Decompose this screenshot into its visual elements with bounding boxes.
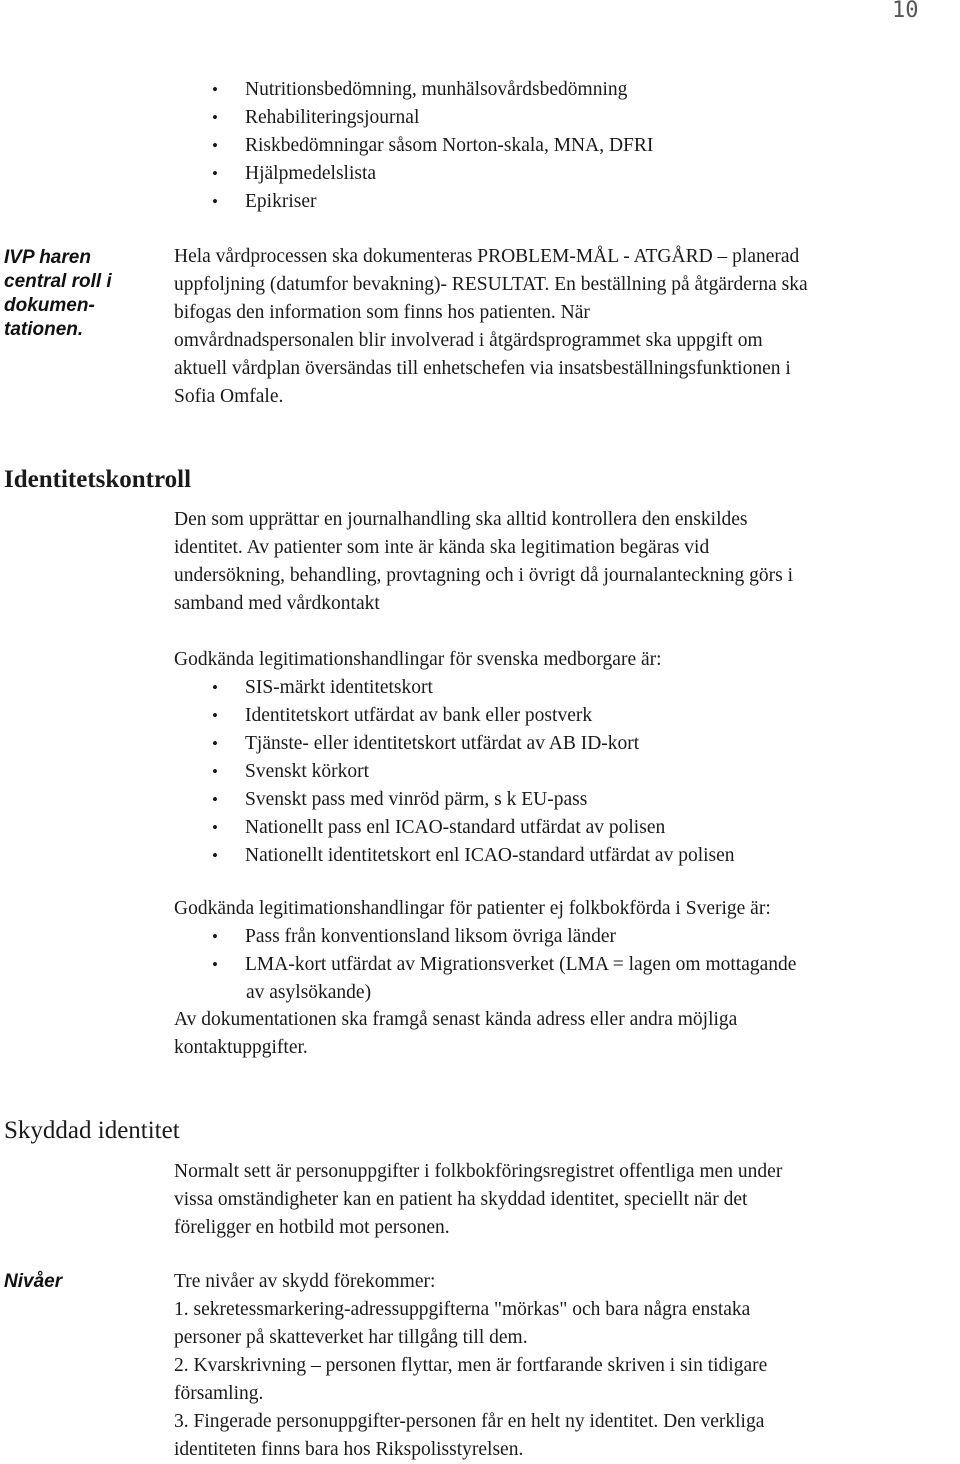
list-item: • Nationellt pass enl ICAO-standard utfärdat av polisen — [212, 814, 735, 842]
list-item: • Riskbedömningar såsom Norton-skala, MNA, DFRI — [212, 132, 653, 160]
paragraph-line: vissa omständigheter kan en patient ha skyddad identitet, speciellt när det — [174, 1189, 748, 1210]
paragraph-line: 2. Kvarskrivning – personen flyttar, men är fortfarande skriven i sin tidigare — [174, 1355, 768, 1376]
paragraph-line: föreligger en hotbild mot personen. — [174, 1217, 450, 1238]
identity-intro — [174, 506, 793, 618]
paragraph-line: identitet. Av patienter som inte är kända ska legitimation begäras vid — [174, 537, 710, 558]
section-heading-skyddad-identitet: Skyddad identitet — [4, 1117, 180, 1144]
margin-note-line: tationen. — [4, 319, 84, 340]
margin-note-ivp — [4, 246, 112, 342]
paragraph-line: bifogas den information som finns hos patienten. När — [174, 302, 590, 323]
list-item: • SIS-märkt identitetskort — [212, 674, 735, 702]
identity-closing — [174, 1006, 737, 1062]
list-item: • Svenskt pass med vinröd pärm, s k EU-pass — [212, 786, 735, 814]
paragraph-line: Hela vårdprocessen ska dokumenteras PROBLEM-MÅL - ATGÅRD – planerad — [174, 246, 800, 267]
margin-note-nivaer: Nivåer — [4, 1271, 63, 1292]
section-heading-identitetskontroll: Identitetskontroll — [4, 466, 192, 493]
paragraph-line: identiteten finns bara hos Rikspolisstyrelsen. — [174, 1439, 524, 1460]
paragraph-line: personer på skatteverket har tillgång till dem. — [174, 1327, 528, 1348]
list-item: • Hjälpmedelslista — [212, 160, 653, 188]
paragraph-line: Sofia Omfale. — [174, 386, 284, 407]
paragraph-line: Normalt sett är personuppgifter i folkbokföringsregistret offentliga men under — [174, 1161, 783, 1182]
list-item: • LMA-kort utfärdat av Migrationsverket (LMA = lagen om mottagande — [212, 951, 796, 979]
paragraph-line: Den som upprättar en journalhandling ska alltid kontrollera den enskildes — [174, 509, 748, 530]
paragraph-line: 1. sekretessmarkering-adressuppgifterna "mörkas" och bara några enstaka — [174, 1299, 751, 1320]
paragraph-line: Av dokumentationen ska framgå senast kända adress eller andra möjliga — [174, 1009, 738, 1030]
paragraph-line: kontaktuppgifter. — [174, 1037, 308, 1058]
protected-intro — [174, 1158, 782, 1242]
paragraph-line: Tre nivåer av skydd förekommer: — [174, 1271, 436, 1292]
list-item: • Pass från konventionsland liksom övriga länder — [212, 923, 796, 951]
list-item: • Nutritionsbedömning, munhälsovårdsbedömning — [212, 76, 653, 104]
top-bullet-list — [212, 76, 653, 216]
margin-note-line: dokumen- — [4, 295, 95, 316]
paragraph-line: 3. Fingerade personuppgifter-personen får en helt ny identitet. Den verkliga — [174, 1411, 765, 1432]
foreign-id-list-continuation: av asylsökande) — [246, 982, 372, 1003]
paragraph-line: samband med vårdkontakt — [174, 593, 380, 614]
margin-note-line: IVP haren — [4, 247, 91, 268]
list-item: • Epikriser — [212, 188, 653, 216]
paragraph-line: aktuell vårdplan översändas till enhetschefen via insatsbeställningsfunktionen i — [174, 358, 791, 379]
list-item: • Tjänste- eller identitetskort utfärdat av AB ID-kort — [212, 730, 735, 758]
paragraph-line: omvårdnadspersonalen blir involverad i åtgärdsprogrammet ska uppgift om — [174, 330, 763, 351]
swedish-id-list — [212, 674, 735, 870]
list-item: • Nationellt identitetskort enl ICAO-standard utfärdat av polisen — [212, 842, 735, 870]
list-item: • Identitetskort utfärdat av bank eller postverk — [212, 702, 735, 730]
swedish-id-label: Godkända legitimationshandlingar för svenska medborgare är: — [174, 649, 662, 670]
paragraph-line: församling. — [174, 1383, 264, 1404]
margin-note-line: central roll i — [4, 271, 112, 292]
ivp-paragraph — [174, 243, 808, 411]
list-item: • Rehabiliteringsjournal — [212, 104, 653, 132]
foreign-id-label: Godkända legitimationshandlingar för patienter ej folkbokförda i Sverige är: — [174, 898, 771, 919]
paragraph-line: uppfoljning (datumfor bevakning)- RESULTAT. En beställning på åtgärderna ska — [174, 274, 808, 295]
paragraph-line: undersökning, behandling, provtagning och i övrigt då journalanteckning görs i — [174, 565, 794, 586]
list-item: • Svenskt körkort — [212, 758, 735, 786]
page-number: 10 — [892, 0, 919, 23]
protection-levels — [174, 1268, 767, 1464]
foreign-id-list — [212, 923, 796, 979]
